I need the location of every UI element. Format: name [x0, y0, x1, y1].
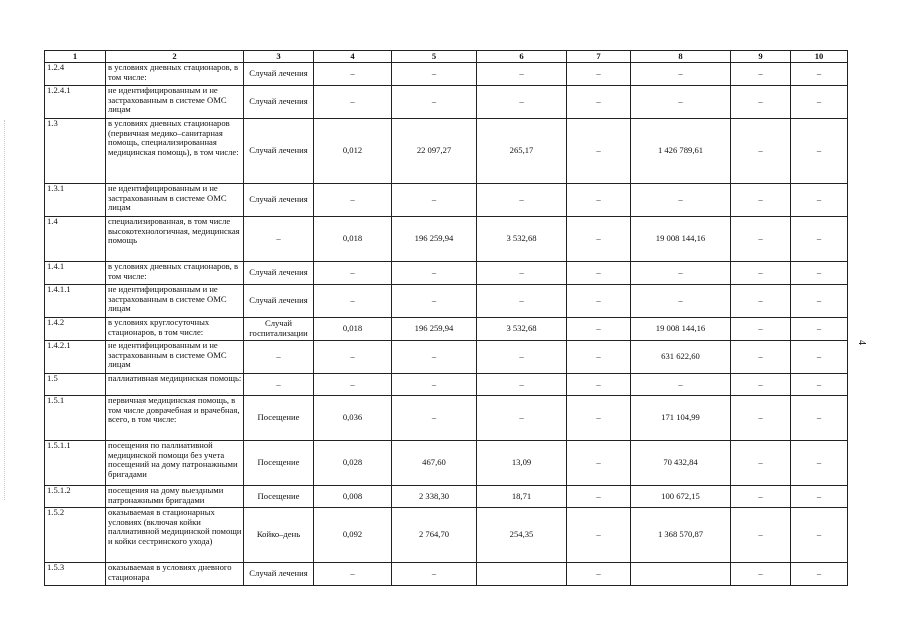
row-total-cost: 70 432,84	[631, 441, 731, 486]
row-col-9: –	[731, 217, 791, 262]
row-total-cost: 100 672,15	[631, 486, 731, 508]
row-col-10: –	[791, 86, 848, 119]
row-col-10: –	[791, 63, 848, 86]
row-col-10: –	[791, 262, 848, 285]
col-header: 3	[244, 51, 314, 63]
row-col-9: –	[731, 563, 791, 586]
row-col-9: –	[731, 86, 791, 119]
row-total-cost: –	[631, 285, 731, 318]
row-volume: 0,092	[314, 508, 392, 563]
row-total-cost: 19 008 144,16	[631, 217, 731, 262]
row-total-cost: 1 368 570,87	[631, 508, 731, 563]
row-description: посещения по паллиативной медицинской помощи без учета посещений на дому патронажными бригадами	[106, 441, 244, 486]
row-cost-per-unit: 22 097,27	[392, 119, 477, 184]
col-header: 9	[731, 51, 791, 63]
row-total-cost: –	[631, 262, 731, 285]
row-col-9: –	[731, 119, 791, 184]
row-col-7: –	[567, 63, 631, 86]
row-per-capita: –	[477, 341, 567, 374]
table-row	[45, 486, 848, 508]
row-per-capita: –	[477, 86, 567, 119]
row-col-7: –	[567, 508, 631, 563]
row-per-capita: –	[477, 285, 567, 318]
row-per-capita: –	[477, 63, 567, 86]
row-col-10: –	[791, 563, 848, 586]
table-row	[45, 341, 848, 374]
row-per-capita: 18,71	[477, 486, 567, 508]
row-code: 1.5.3	[45, 563, 106, 586]
row-code: 1.3.1	[45, 184, 106, 217]
row-code: 1.5	[45, 374, 106, 396]
row-col-10: –	[791, 396, 848, 441]
row-description: в условиях дневных стационаров, в том числе:	[106, 63, 244, 86]
row-description: не идентифицированным и не застрахованным в системе ОМС лицам	[106, 86, 244, 119]
row-col-7: –	[567, 119, 631, 184]
row-col-10: –	[791, 217, 848, 262]
row-volume: 0,008	[314, 486, 392, 508]
row-description: паллиативная медицинская помощь:	[106, 374, 244, 396]
row-unit: Случай лечения	[244, 86, 314, 119]
col-header: 6	[477, 51, 567, 63]
col-header: 2	[106, 51, 244, 63]
row-cost-per-unit: –	[392, 285, 477, 318]
col-header: 1	[45, 51, 106, 63]
row-unit: Случай лечения	[244, 285, 314, 318]
col-header: 5	[392, 51, 477, 63]
row-volume: –	[314, 86, 392, 119]
row-cost-per-unit: –	[392, 374, 477, 396]
row-total-cost: –	[631, 184, 731, 217]
row-per-capita: 3 532,68	[477, 217, 567, 262]
table-row	[45, 441, 848, 486]
row-col-10: –	[791, 184, 848, 217]
row-volume: 0,018	[314, 217, 392, 262]
row-volume: –	[314, 285, 392, 318]
row-col-10: –	[791, 441, 848, 486]
row-volume: –	[314, 63, 392, 86]
row-col-7: –	[567, 86, 631, 119]
row-col-10: –	[791, 285, 848, 318]
row-unit: –	[244, 217, 314, 262]
row-col-9: –	[731, 63, 791, 86]
row-cost-per-unit: –	[392, 563, 477, 586]
row-code: 1.2.4	[45, 63, 106, 86]
row-col-9: –	[731, 318, 791, 341]
row-code: 1.5.2	[45, 508, 106, 563]
row-volume: –	[314, 563, 392, 586]
table-row	[45, 184, 848, 217]
row-description: посещения на дому выездными патронажными бригадами	[106, 486, 244, 508]
row-total-cost: 1 426 789,61	[631, 119, 731, 184]
row-unit: Случай лечения	[244, 119, 314, 184]
row-volume: 0,018	[314, 318, 392, 341]
table-row	[45, 374, 848, 396]
table-row	[45, 86, 848, 119]
page-number: 4	[856, 340, 867, 345]
table-row	[45, 217, 848, 262]
row-description: в условиях круглосуточных стационаров, в том числе:	[106, 318, 244, 341]
row-code: 1.4.1	[45, 262, 106, 285]
row-description: в условиях дневных стационаров (первичная медико–санитарная помощь, специализированная медицинская помощь), в том числе:	[106, 119, 244, 184]
row-cost-per-unit: –	[392, 341, 477, 374]
table-row	[45, 285, 848, 318]
row-volume: 0,036	[314, 396, 392, 441]
row-unit: Случай лечения	[244, 184, 314, 217]
row-cost-per-unit: 467,60	[392, 441, 477, 486]
row-code: 1.5.1.1	[45, 441, 106, 486]
row-cost-per-unit: 196 259,94	[392, 217, 477, 262]
row-description: не идентифицированным и не застрахованным в системе ОМС лицам	[106, 184, 244, 217]
row-total-cost: 171 104,99	[631, 396, 731, 441]
scan-edge-marks	[4, 120, 6, 500]
row-col-9: –	[731, 396, 791, 441]
col-header: 10	[791, 51, 848, 63]
row-cost-per-unit: –	[392, 63, 477, 86]
row-col-7: –	[567, 374, 631, 396]
row-total-cost: 19 008 144,16	[631, 318, 731, 341]
row-col-10: –	[791, 341, 848, 374]
row-unit: Случай лечения	[244, 63, 314, 86]
col-header: 4	[314, 51, 392, 63]
row-col-10: –	[791, 486, 848, 508]
row-col-7: –	[567, 441, 631, 486]
row-cost-per-unit: –	[392, 86, 477, 119]
row-col-10: –	[791, 318, 848, 341]
row-cost-per-unit: 2 338,30	[392, 486, 477, 508]
row-volume: –	[314, 262, 392, 285]
row-unit: Случай лечения	[244, 563, 314, 586]
row-unit: Посещение	[244, 486, 314, 508]
row-per-capita: –	[477, 396, 567, 441]
row-per-capita: 3 532,68	[477, 318, 567, 341]
table-row	[45, 262, 848, 285]
col-header: 8	[631, 51, 731, 63]
table-row	[45, 119, 848, 184]
row-cost-per-unit: –	[392, 396, 477, 441]
row-cost-per-unit: –	[392, 262, 477, 285]
row-col-10: –	[791, 508, 848, 563]
row-unit: Койко–день	[244, 508, 314, 563]
row-unit: –	[244, 374, 314, 396]
row-col-7: –	[567, 285, 631, 318]
row-total-cost	[631, 563, 731, 586]
row-description: первичная медицинская помощь, в том числе доврачебная и врачебная, всего, в том числе:	[106, 396, 244, 441]
row-code: 1.5.1	[45, 396, 106, 441]
row-col-7: –	[567, 184, 631, 217]
row-total-cost: –	[631, 86, 731, 119]
row-total-cost: –	[631, 63, 731, 86]
row-code: 1.2.4.1	[45, 86, 106, 119]
row-code: 1.5.1.2	[45, 486, 106, 508]
row-col-9: –	[731, 441, 791, 486]
row-code: 1.3	[45, 119, 106, 184]
row-total-cost: –	[631, 374, 731, 396]
row-description: оказываемая в условиях дневного стационара	[106, 563, 244, 586]
row-per-capita	[477, 563, 567, 586]
row-code: 1.4.1.1	[45, 285, 106, 318]
row-description: оказываемая в стационарных условиях (включая койки паллиативной медицинской помощи и койки сестринского ухода)	[106, 508, 244, 563]
row-code: 1.4.2	[45, 318, 106, 341]
row-unit: Посещение	[244, 396, 314, 441]
row-col-7: –	[567, 318, 631, 341]
row-col-7: –	[567, 396, 631, 441]
table-row	[45, 318, 848, 341]
row-col-7: –	[567, 262, 631, 285]
row-volume: –	[314, 341, 392, 374]
row-volume: 0,028	[314, 441, 392, 486]
col-header: 7	[567, 51, 631, 63]
row-description: специализированная, в том числе высокотехнологичная, медицинская помощь	[106, 217, 244, 262]
row-cost-per-unit: 196 259,94	[392, 318, 477, 341]
table-row	[45, 63, 848, 86]
row-col-10: –	[791, 119, 848, 184]
row-unit: Случай госпитализации	[244, 318, 314, 341]
row-col-10: –	[791, 374, 848, 396]
row-col-9: –	[731, 262, 791, 285]
row-col-9: –	[731, 486, 791, 508]
row-per-capita: –	[477, 374, 567, 396]
row-total-cost: 631 622,60	[631, 341, 731, 374]
row-col-7: –	[567, 217, 631, 262]
row-unit: Случай лечения	[244, 262, 314, 285]
row-volume: 0,012	[314, 119, 392, 184]
table-row	[45, 508, 848, 563]
row-col-7: –	[567, 486, 631, 508]
row-code: 1.4	[45, 217, 106, 262]
row-cost-per-unit: 2 764,70	[392, 508, 477, 563]
table-row	[45, 396, 848, 441]
row-volume: –	[314, 374, 392, 396]
row-code: 1.4.2.1	[45, 341, 106, 374]
row-per-capita: 13,09	[477, 441, 567, 486]
tariff-table	[44, 50, 848, 586]
row-col-9: –	[731, 508, 791, 563]
row-per-capita: –	[477, 262, 567, 285]
row-col-9: –	[731, 341, 791, 374]
row-col-9: –	[731, 184, 791, 217]
document-sheet	[44, 50, 847, 586]
row-description: не идентифицированным и не застрахованным в системе ОМС лицам	[106, 341, 244, 374]
row-col-9: –	[731, 374, 791, 396]
row-col-9: –	[731, 285, 791, 318]
row-per-capita: 254,35	[477, 508, 567, 563]
table-row	[45, 563, 848, 586]
row-volume: –	[314, 184, 392, 217]
row-unit: –	[244, 341, 314, 374]
row-per-capita: 265,17	[477, 119, 567, 184]
row-per-capita: –	[477, 184, 567, 217]
row-cost-per-unit: –	[392, 184, 477, 217]
row-description: не идентифицированным и не застрахованным в системе ОМС лицам	[106, 285, 244, 318]
row-col-7: –	[567, 341, 631, 374]
row-col-7: –	[567, 563, 631, 586]
row-unit: Посещение	[244, 441, 314, 486]
row-description: в условиях дневных стационаров, в том числе:	[106, 262, 244, 285]
header-row	[45, 51, 848, 63]
